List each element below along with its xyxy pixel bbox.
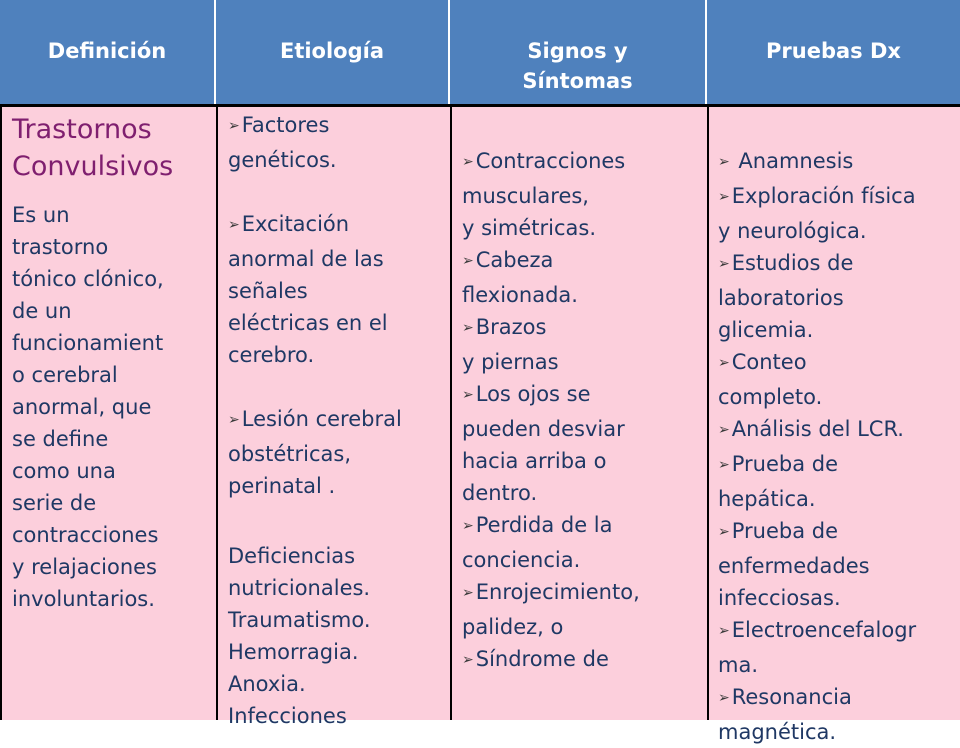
bullet-line: hepática. <box>718 487 816 511</box>
bullet-line: Enrojecimiento, <box>475 580 640 604</box>
extra-line: Traumatismo. <box>228 608 371 632</box>
header-etiologia <box>216 0 450 104</box>
arrow-bullet-icon: ➢ <box>718 256 730 272</box>
test-bullet <box>718 614 960 681</box>
arrow-bullet-icon: ➢ <box>462 518 474 534</box>
arrow-bullet-icon: ➢ <box>228 217 240 233</box>
def-line: anormal, que <box>12 395 152 419</box>
cell-pruebas <box>707 107 960 744</box>
bullet-line: Electroencefalogr <box>731 618 917 642</box>
arrow-bullet-icon: ➢ <box>462 154 474 170</box>
def-line: tónico clónico, <box>12 267 164 291</box>
cell-definicion <box>0 107 216 720</box>
extra-line: Deficiencias <box>228 544 356 568</box>
bullet-line: Lesión cerebral <box>241 407 402 431</box>
arrow-bullet-icon: ➢ <box>718 154 730 170</box>
bullet-line: Excitación <box>241 212 350 236</box>
sign-bullet <box>462 378 703 509</box>
header-pruebas <box>707 0 960 104</box>
arrow-bullet-icon: ➢ <box>462 652 474 668</box>
bullet-line: genéticos. <box>228 148 337 172</box>
arrow-bullet-icon: ➢ <box>718 422 730 438</box>
header-signos <box>450 0 707 104</box>
arrow-bullet-icon: ➢ <box>718 524 730 540</box>
test-bullet <box>718 180 960 247</box>
header-definicion <box>0 0 216 104</box>
arrow-bullet-icon: ➢ <box>228 412 240 428</box>
header-label: Definición <box>47 39 167 63</box>
bullet-line: enfermedades <box>718 554 870 578</box>
bullet-line: Contracciones <box>475 149 626 173</box>
bullet-line: magnética. <box>718 720 837 744</box>
sign-bullet <box>462 311 703 378</box>
arrow-bullet-icon: ➢ <box>462 253 474 269</box>
bullet-line: Exploración física <box>731 184 916 208</box>
etiology-bullet <box>228 403 446 502</box>
bullet-line: infecciosas. <box>718 586 841 610</box>
test-bullet <box>718 681 960 748</box>
bullet-line: cerebro. <box>228 343 315 367</box>
sign-bullet <box>462 509 703 576</box>
title-line: Trastornos <box>12 114 152 145</box>
bullet-line: conciencia. <box>462 548 581 572</box>
etiology-bullet <box>228 109 446 176</box>
arrow-bullet-icon: ➢ <box>462 387 474 403</box>
bullet-line: Brazos <box>475 315 547 339</box>
arrow-bullet-icon: ➢ <box>718 690 730 706</box>
test-bullet <box>718 346 960 413</box>
arrow-bullet-icon: ➢ <box>718 457 730 473</box>
bullet-line: Cabeza <box>475 248 554 272</box>
def-line: Es un <box>12 203 70 227</box>
sign-bullet <box>462 576 703 643</box>
bullet-line: obstétricas, <box>228 442 352 466</box>
bullet-line: señales <box>228 279 308 303</box>
def-line: se define <box>12 427 109 451</box>
bullet-line: Conteo <box>731 350 807 374</box>
header-label: Signos y Síntomas <box>522 39 633 93</box>
arrow-bullet-icon: ➢ <box>718 623 730 639</box>
extra-line: Hemorragia. <box>228 640 359 664</box>
bullet-line: Resonancia <box>731 685 852 709</box>
extra-line: nutricionales. <box>228 576 371 600</box>
arrow-bullet-icon: ➢ <box>718 355 730 371</box>
cell-signos <box>450 107 707 720</box>
bullet-line: y simétricas. <box>462 216 596 240</box>
def-line: funcionamient <box>12 331 164 355</box>
bullet-line: hacia arriba o <box>462 449 607 473</box>
bullet-line: Perdida de la <box>475 513 613 537</box>
test-bullet <box>718 448 960 515</box>
def-line: contracciones <box>12 523 159 547</box>
test-bullet <box>718 515 960 614</box>
bullet-line: anormal de las <box>228 247 384 271</box>
sign-bullet <box>462 145 703 244</box>
test-bullet <box>718 413 960 448</box>
def-line: involuntarios. <box>12 587 155 611</box>
bullet-line: glicemia. <box>718 318 814 342</box>
bullet-line: y neurológica. <box>718 219 867 243</box>
arrow-bullet-icon: ➢ <box>462 320 474 336</box>
def-line: y relajaciones <box>12 555 158 579</box>
bullet-line: Síndrome de <box>475 647 609 671</box>
def-line: como una <box>12 459 116 483</box>
def-line: o cerebral <box>12 363 118 387</box>
etiology-extra <box>228 540 446 732</box>
bullet-line: perinatal . <box>228 474 336 498</box>
arrow-bullet-icon: ➢ <box>462 585 474 601</box>
arrow-bullet-icon: ➢ <box>718 189 730 205</box>
bullet-line: Prueba de <box>731 452 839 476</box>
bullet-line: Prueba de <box>731 519 839 543</box>
bullet-line: pueden desviar <box>462 417 625 441</box>
sign-bullet <box>462 244 703 311</box>
arrow-bullet-icon: ➢ <box>228 118 240 134</box>
bullet-line: palidez, o <box>462 615 564 639</box>
cell-etiologia <box>216 107 450 728</box>
bullet-line: musculares, <box>462 184 589 208</box>
test-bullet <box>718 247 960 346</box>
bullet-line: Los ojos se <box>475 382 591 406</box>
bullet-line: ma. <box>718 653 759 677</box>
definition-title <box>12 111 212 185</box>
bullet-line: Factores <box>241 113 330 137</box>
title-line: Convulsivos <box>12 151 174 182</box>
def-line: trastorno <box>12 235 109 259</box>
bullet-line: laboratorios <box>718 286 844 310</box>
bullet-line: Anamnesis <box>731 149 854 173</box>
def-line: de un <box>12 299 72 323</box>
bullet-line: eléctricas en el <box>228 311 388 335</box>
def-line: serie de <box>12 491 97 515</box>
sign-bullet <box>462 643 703 678</box>
etiology-bullet <box>228 208 446 371</box>
bullet-line: completo. <box>718 385 823 409</box>
test-bullet <box>718 145 960 180</box>
bullet-line: y piernas <box>462 350 559 374</box>
bullet-line: flexionada. <box>462 283 578 307</box>
definition-text <box>12 199 212 615</box>
extra-line: Anoxia. <box>228 672 306 696</box>
header-label: Pruebas Dx <box>766 39 901 63</box>
bullet-line: Estudios de <box>731 251 854 275</box>
bullet-line: dentro. <box>462 481 538 505</box>
bullet-line: Análisis del LCR. <box>731 417 904 441</box>
header-label: Etiología <box>279 39 385 63</box>
extra-line: Infecciones <box>228 704 347 728</box>
